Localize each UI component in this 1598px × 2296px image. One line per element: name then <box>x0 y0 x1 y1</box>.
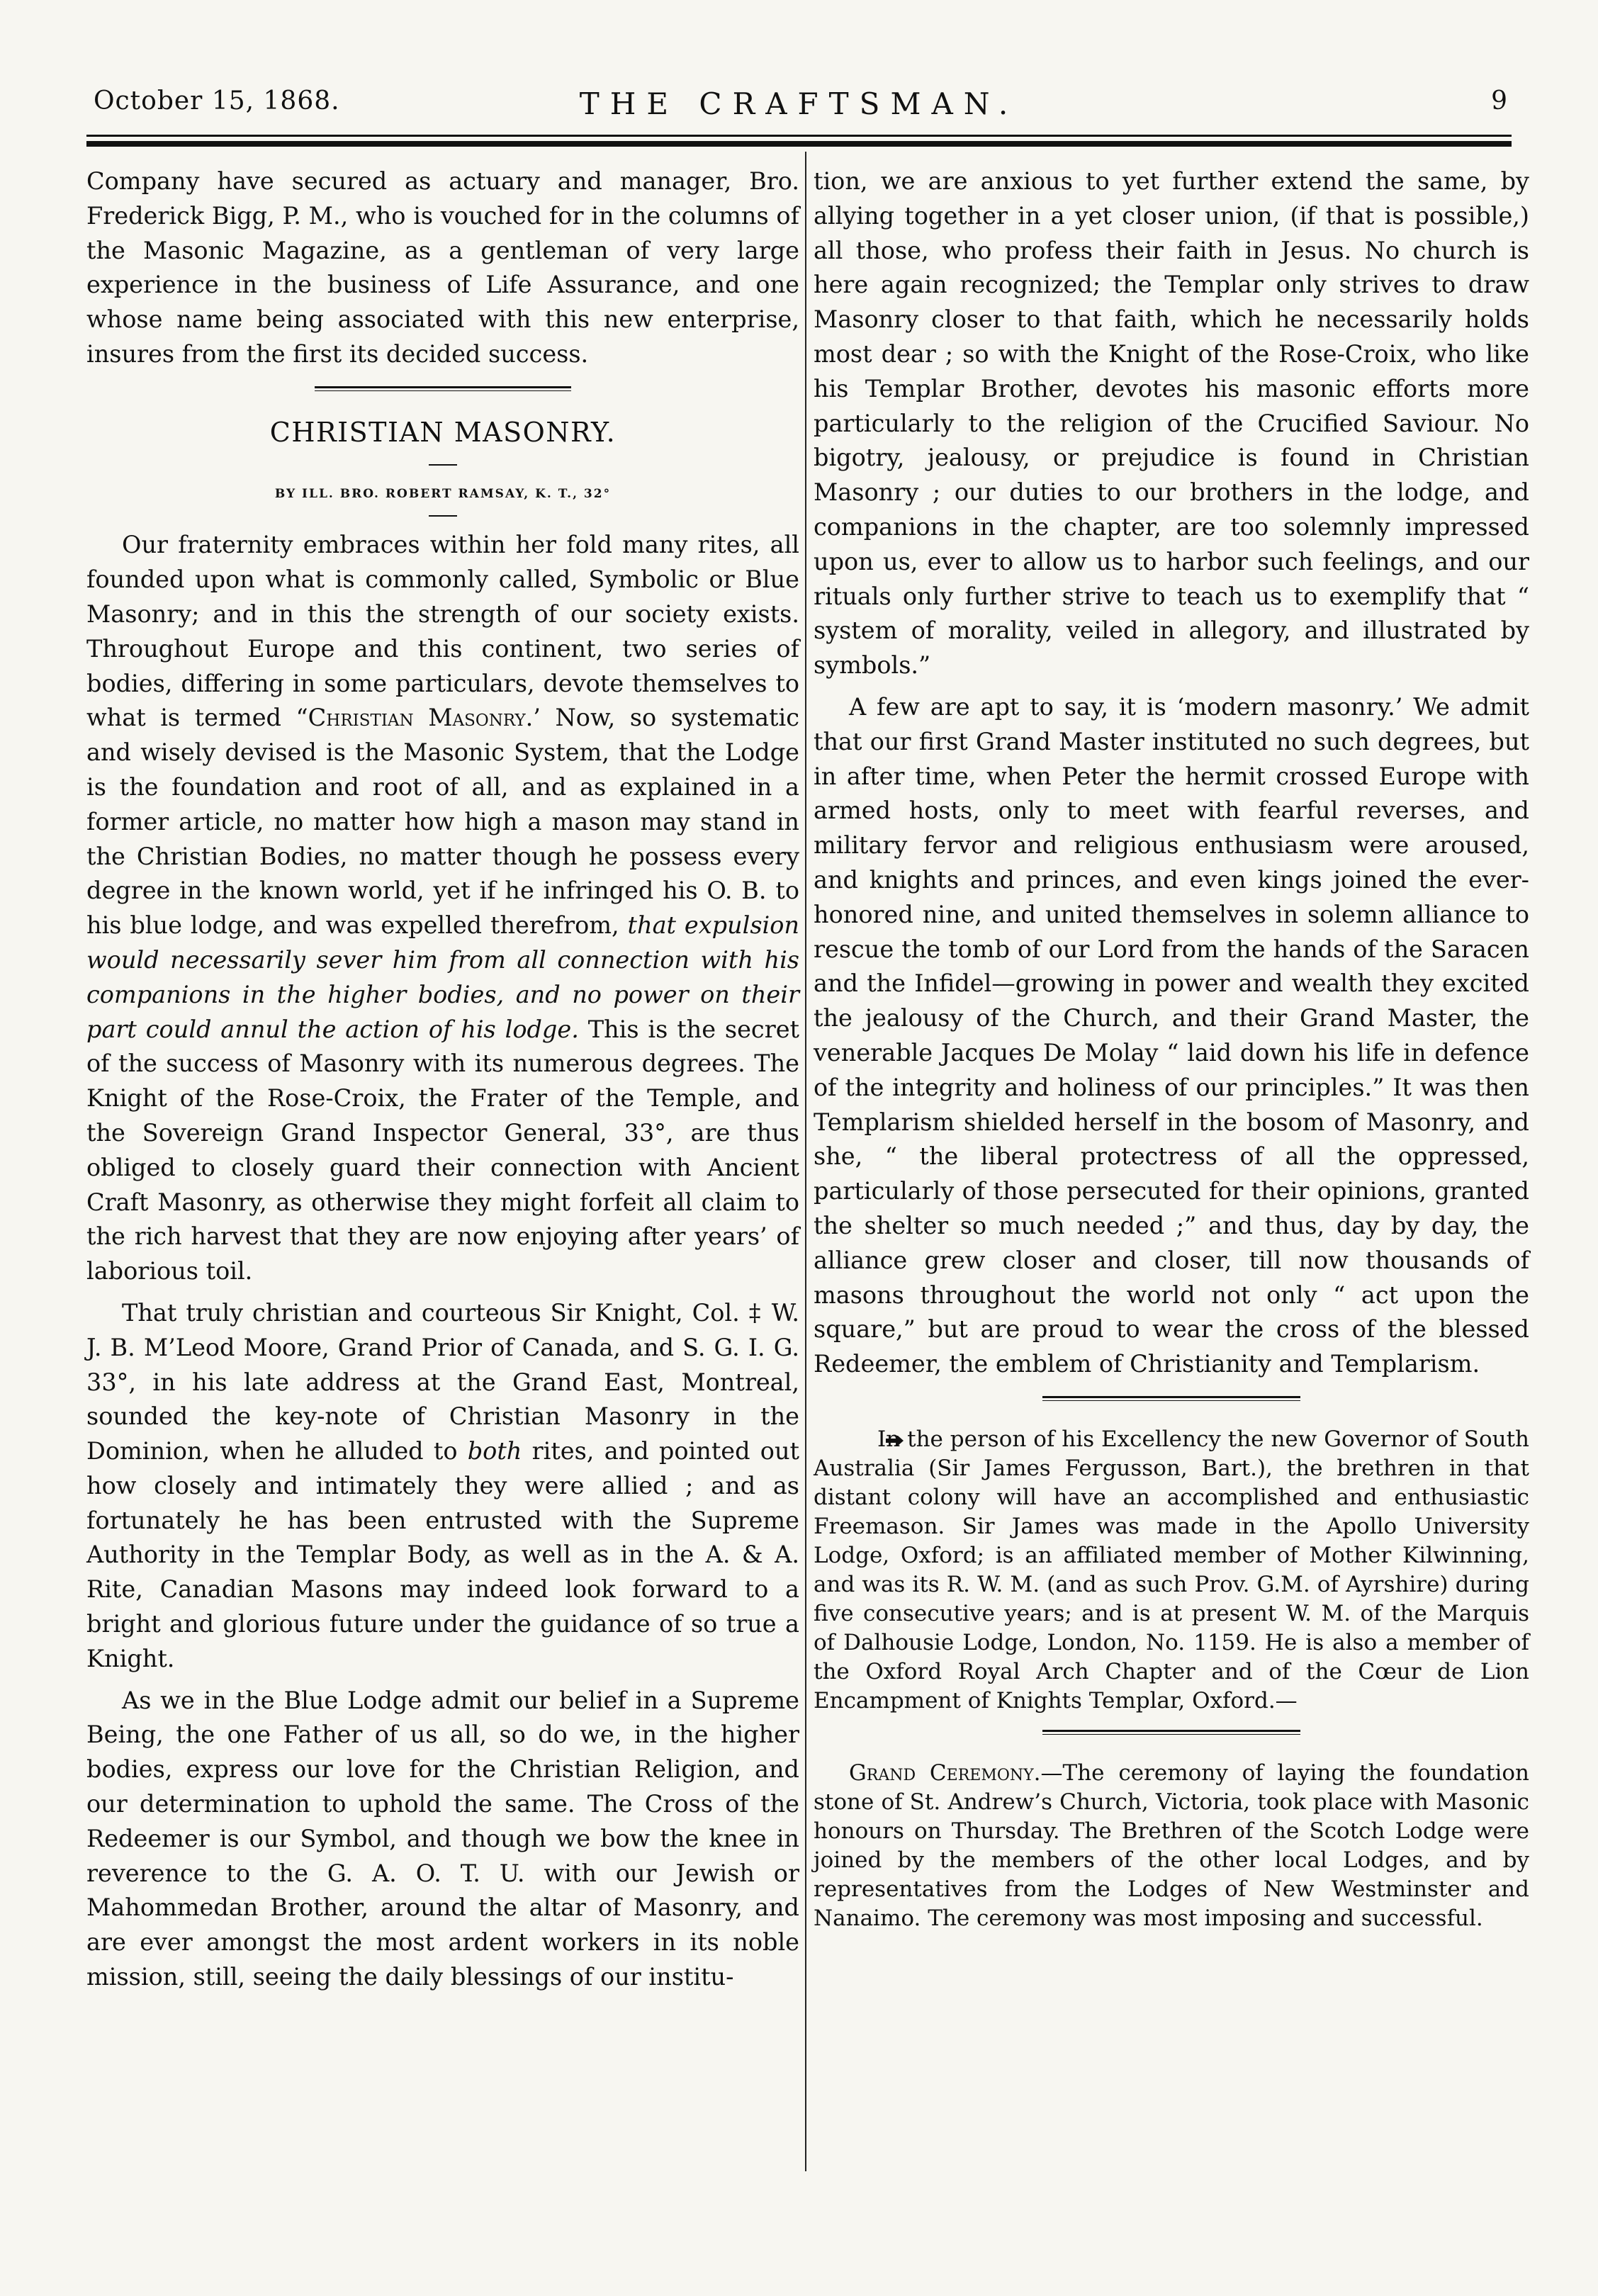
article-paragraph: Our fraternity embraces within her fold many rites, all founded upon what is commonly called, Symbolic or Blue Masonry; and in this the strength of our society exists. Throughout Europe and this continent, two series of bodies, differing in some particulars, devote themselves to what is termed “Christian Masonry.’ Now, so systematic and wisely devised is the Masonic System, that the Lodge is the foundation and root of all, and as explained in a former article, no matter how high a mason may stand in the Christian Bodies, no matter though he possess every degree in the known world, yet if he infringed his O. B. to his blue lodge, and was expelled therefrom, that expulsion would necessarily sever him from all connection with his companions in the higher bodies, and no power on their part could annul the action of his lodge. This is the secret of the success of Masonry with its numerous degrees. The Knight of the Rose-Croix, the Frater of the Temple, and the Sovereign Grand Inspector General, 33°, are thus obliged to closely guard their connection with Ancient Craft Masonry, as otherwise they might forfeit all claim to the rich harvest that they are now enjoying after years’ of laborious toil. <box>86 531 799 1285</box>
article-byline: BY ILL. BRO. ROBERT RAMSAY, K. T., 32° <box>274 486 612 501</box>
title-dash <box>429 464 457 466</box>
section-separator <box>1042 1730 1300 1735</box>
article-paragraph: tion, we are anxious to yet further extend the same, by allying together in a yet closer union, (if that is possible,) all those, who profess their faith in Jesus. No church is here again recognized; the Templar only strives to draw Masonry closer to that faith, which he necessarily holds most dear ; so with the Knight of the Rose-Croix, who like his Templar Brother, devotes his masonic efforts more particularly to the religion of the Crucified Saviour. No bigotry, jealousy, or prejudice is found in Christian Masonry ; our duties to our brothers in the lodge, and companions in the chapter, are too solemnly impressed upon us, ever to allow us to harbor such feelings, and our rituals only further strive to teach us to exemplify that “ system of morality, veiled in allegory, and illustrated by symbols.” <box>814 167 1529 680</box>
header-rule-thin <box>86 135 1512 137</box>
column-divider <box>805 152 806 2171</box>
byline-dash <box>429 515 457 517</box>
article-paragraph: That truly christian and courteous Sir Knight, Col. ‡ W. J. B. M’Leod Moore, Grand Prior of Canada, and S. G. I. G. 33°, in his late address at the Grand East, Montreal, sounded the key-note of Christian Masonry in the Dominion, when he alluded to both rites, and pointed out how closely and intimately they were allied ; and as fortunately he has been entrusted with the Supreme Authority in the Templar Body, as well as in the A. & A. Rite, Canadian Masons may indeed look forward to a bright and glorious future under the guidance of so true a Knight. <box>86 1298 799 1672</box>
right-column <box>814 164 1529 1933</box>
page-number: 9 <box>1491 86 1507 116</box>
section-separator <box>1042 1396 1300 1401</box>
smallcaps-term: Christian Masonry <box>308 704 526 732</box>
article-paragraph: A few are apt to say, it is ‘modern masonry.’ We admit that our first Grand Master instituted no such degrees, but in after time, when Peter the hermit crossed Europe with armed hosts, only to meet with fearful reverses, and military fervor and religious enthusiasm were aroused, and knights and princes, and even kings joined the ever-honored nine, and united themselves in solemn alliance to rescue the tomb of our Lord from the hands of the Saracen and the Infidel—growing in power and wealth they excited the jealousy of the Church, and their Grand Master, the venerable Jacques De Molay “ laid down his life in defence of the integrity and holiness of our principles.” It was then Templarism shielded herself in the bosom of Masonry, and she, “ the liberal protectress of all the oppressed, particularly of those persecuted for their opinions, granted the shelter so much needed ;” and thus, day by day, the alliance grew closer and closer, till now thousands of masons throughout the world not only “ act upon the square,” but are proud to wear the cross of the blessed Redeemer, the emblem of Christianity and Templarism. <box>814 692 1529 1378</box>
pointing-hand-icon <box>849 1425 877 1454</box>
emphasis-text: both <box>467 1437 522 1465</box>
running-header <box>86 86 1512 129</box>
emphasis-text: that expulsion would necessarily sever him from all connection with his companions in the higher bodies, and no power on their part could annul the action of his lodge. <box>86 911 799 1043</box>
left-column <box>86 164 799 1995</box>
article-title: CHRISTIAN MASONRY. <box>269 416 617 448</box>
header-rule-thick <box>86 141 1512 147</box>
article-paragraph: As we in the Blue Lodge admit our belief in a Supreme Being, the one Father of us all, so do we, in the higher bodies, express our love for the Christian Religion, and our determination to uphold the same. The Cross of the Redeemer is our Symbol, and though we bow the knee in reverence to the G. A. O. T. U. with our Jewish or Mahommedan Brother, around the altar of Masonry, and are ever amongst the most ardent workers in its noble mission, still, seeing the daily blessings of our institu- <box>86 1686 799 1991</box>
continued-paragraph: Company have secured as actuary and manager, Bro. Frederick Bigg, P. M., who is vouched for in the columns of the Masonic Magazine, as a gentleman of very large experience in the business of Life Assurance, and one whose name being associated with this new enterprise, insures from the first its decided success. <box>86 167 799 368</box>
news-note: Grand Ceremony.—The ceremony of laying the foundation stone of St. Andrew’s Church, Victoria, took place with Masonic honours on Thursday. The Brethren of the Scotch Lodge were joined by the members of the other local Lodges, and by representatives from the Lodges of New Westminster and Nanaimo. The ceremony was most imposing and successful. <box>814 1760 1529 1931</box>
issue-date: October 15, 1868. <box>94 86 340 116</box>
publication-title: THE CRAFTSMAN. <box>579 86 1019 121</box>
note-heading: Grand Ceremony. <box>849 1760 1041 1786</box>
section-separator <box>315 386 571 391</box>
news-note: In the person of his Excellency the new Governor of South Australia (Sir James Fergusson, Bart.), the brethren in that distant colony will have an accomplished and enthusiastic Freemason. Sir James was made in the Apollo University Lodge, Oxford; is an affiliated member of Mother Kilwinning, and was its R. W. M. (and as such Prov. G.M. of Ayrshire) during five consecutive years; and is at present W. M. of the Marquis of Dalhousie Lodge, London, No. 1159. He is also a member of the Oxford Royal Arch Chapter and of the Cœur de Lion Encampment of Knights Templar, Oxford.— <box>814 1426 1529 1713</box>
